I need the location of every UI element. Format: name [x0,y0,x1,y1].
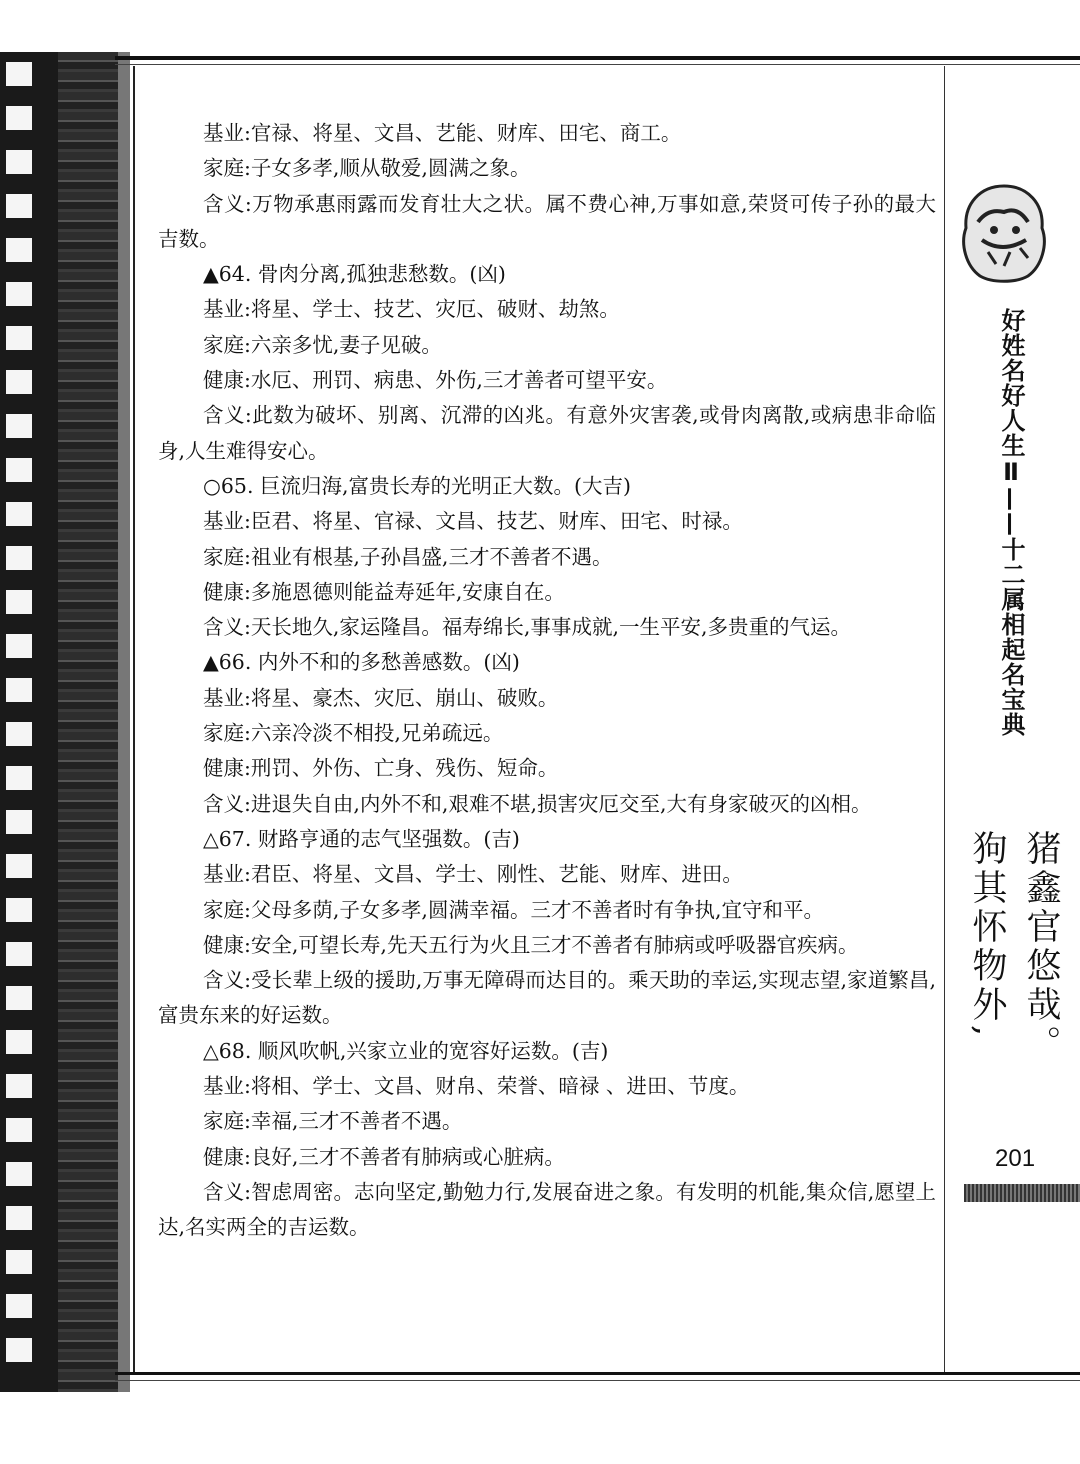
body-text [158,116,936,1246]
right-margin-line [944,66,945,1372]
paragraph: △68. 顺风吹帆,兴家立业的宽容好运数。(吉) [203,1038,609,1063]
paragraph: 含义:受长辈上级的援助,万事无障碍而达目的。乘天助的幸运,实现志望,家道繁昌,富贵东来的好运数。 [158,968,936,1028]
proverb-column-2: 狗其怀物外, [967,830,1007,1041]
strip-hole [6,634,32,658]
paragraph: 基业:君臣、将星、文昌、学士、刚性、艺能、财库、进田。 [203,862,743,887]
strip-hole [6,1338,32,1362]
strip-hole [6,942,32,966]
paragraph: △67. 财路亨通的志气坚强数。(吉) [203,826,520,851]
film-strip-edge [0,52,130,1392]
paragraph: 家庭:子女多孝,顺从敬爱,圆满之象。 [203,156,531,181]
strip-edge [118,52,130,1392]
paragraph: 含义:天长地久,家运隆昌。福寿绵长,事事成就,一生平安,多贵重的气运。 [203,615,851,640]
strip-hole [6,678,32,702]
paragraph: 家庭:六亲冷淡不相投,兄弟疏远。 [203,721,504,746]
bottom-rule-thin [115,1380,1080,1381]
paragraph: 基业:官禄、将星、文昌、艺能、财库、田宅、商工。 [203,121,682,145]
paragraph: 含义:进退失自由,内外不和,艰难不堪,损害灾厄交至,大有身家破灭的凶相。 [203,791,872,816]
page-number: 201 [995,1145,1036,1172]
paragraph: 基业:将星、豪杰、灾厄、崩山、破败。 [203,685,559,710]
paragraph: 家庭:幸福,三才不善者不遇。 [203,1109,463,1134]
bottom-rule [115,1372,1080,1375]
strip-hole [6,150,32,174]
paragraph: ▲66. 内外不和的多愁善感数。(凶) [203,650,520,675]
strip-band [58,52,118,1392]
strip-hole [6,1206,32,1230]
strip-hole [6,1250,32,1274]
strip-hole [6,106,32,130]
strip-hole [6,502,32,526]
strip-holes [6,62,36,1382]
paragraph: 基业:臣君、将星、官禄、文昌、技艺、财库、田宅、时禄。 [203,509,743,534]
page-number-bar [964,1184,1080,1202]
strip-hole [6,1294,32,1318]
zodiac-pig-seal-icon [958,182,1050,284]
book-title: 好姓名好人生Ⅱ——十二属相起名宝典 [997,308,1025,737]
strip-hole [6,1118,32,1142]
strip-hole [6,898,32,922]
strip-hole [6,194,32,218]
paragraph: 家庭:祖业有根基,子孙昌盛,三才不善者不遇。 [203,544,613,569]
strip-hole [6,546,32,570]
left-margin-line [133,66,135,1372]
paragraph: 健康:良好,三才不善者有肺病或心脏病。 [203,1144,565,1169]
strip-hole [6,326,32,350]
strip-hole [6,458,32,482]
strip-hole [6,1074,32,1098]
top-rule [115,56,1080,60]
paragraph: 含义:此数为破坏、别离、沉滞的凶兆。有意外灾害袭,或骨肉离散,或病患非命临身,人生难得安心。 [158,403,936,463]
strip-hole [6,810,32,834]
strip-hole [6,62,32,86]
strip-hole [6,414,32,438]
paragraph: 健康:多施恩德则能益寿延年,安康自在。 [203,579,565,604]
strip-hole [6,370,32,394]
paragraph: 含义:智虑周密。志向坚定,勤勉力行,发展奋进之象。有发明的机能,集众信,愿望上达,名实两全的吉运数。 [158,1179,936,1240]
paragraph: 基业:将相、学士、文昌、财帛、荣誉、暗禄 、进田、节度。 [203,1074,750,1099]
strip-hole [6,590,32,614]
paragraph: 基业:将星、学士、技艺、灾厄、破财、劫煞。 [203,297,620,322]
proverb-column-1: 猪鑫官悠哉。 [1021,830,1061,1064]
strip-hole [6,238,32,262]
paragraph: 健康:刑罚、外伤、亡身、残伤、短命。 [203,756,559,781]
paragraph: 含义:万物承惠雨露而发育壮大之状。属不费心神,万事如意,荣贤可传子孙的最大吉数。 [158,191,936,251]
strip-hole [6,1162,32,1186]
strip-hole [6,282,32,306]
strip-hole [6,766,32,790]
paragraph: 健康:安全,可望长寿,先天五行为火且三才不善者有肺病或呼吸器官疾病。 [203,932,859,957]
strip-hole [6,722,32,746]
paragraph: 健康:水厄、刑罚、病患、外伤,三才善者可望平安。 [203,368,668,393]
paragraph: 家庭:六亲多忧,妻子见破。 [203,332,442,357]
top-rule-thin [115,64,1080,65]
strip-hole [6,1030,32,1054]
strip-hole [6,986,32,1010]
paragraph: ○65. 巨流归海,富贵长寿的光明正大数。(大吉) [203,473,632,498]
paragraph: 家庭:父母多荫,子女多孝,圆满幸福。三才不善者时有争执,宜守和平。 [203,897,824,922]
strip-hole [6,854,32,878]
paragraph: ▲64. 骨肉分离,孤独悲愁数。(凶) [203,262,506,287]
